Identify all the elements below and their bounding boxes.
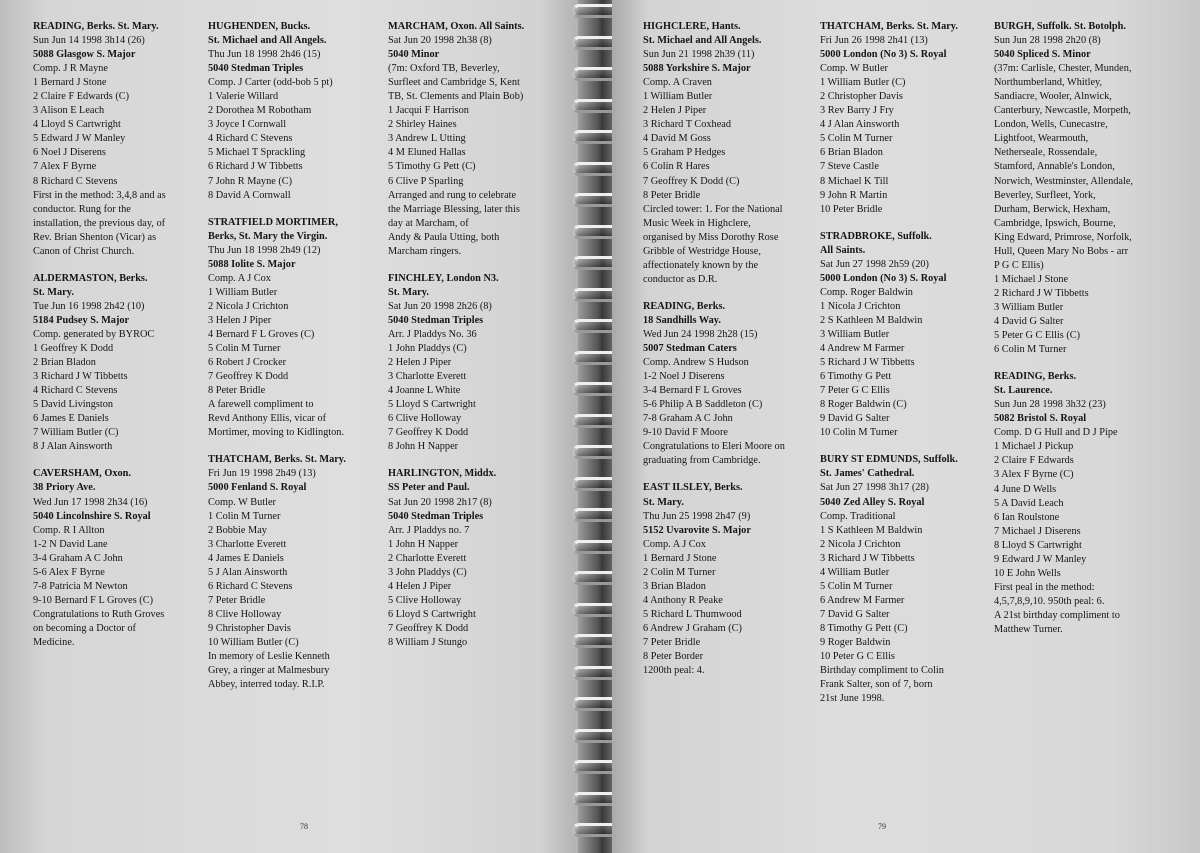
entry-text-line: Surfleet and Cambridge S, Kent <box>388 77 520 89</box>
entry-text-line: day at Marcham, of <box>388 217 469 229</box>
entry-text-line: 2 Christopher Davis <box>820 91 903 103</box>
entry-text-line: 10 Colin M Turner <box>820 427 898 439</box>
entry-text-line: 4 David M Goss <box>643 133 711 145</box>
entry-text-line: Comp. A J Cox <box>208 272 271 284</box>
entry-text-line: installation, the previous day, of <box>33 217 166 229</box>
entry-text-line: Arr. J Pladdys No. 36 <box>388 328 477 340</box>
entry-text-line: Netherseale, Rossendale, <box>994 147 1098 159</box>
entry-text-line: 1 Jacqui F Harrison <box>388 105 469 117</box>
entry-text-line: 6 Lloyd S Cartwright <box>388 608 476 620</box>
entry-text-line: 3 Joyce I Cornwall <box>208 119 287 131</box>
left-page <box>0 0 588 853</box>
entry-text-line: 2 Brian Bladon <box>33 357 96 369</box>
entry-text-line: Music Week in Highclere, <box>643 217 751 229</box>
entry-text-line: 3 Brian Bladon <box>643 580 706 592</box>
entry-text-line: 5 Colin M Turner <box>820 580 893 592</box>
entry-text-line: 7 David G Salter <box>820 608 890 620</box>
entry-heading-line: 5088 Iolite S. Major <box>208 258 296 270</box>
entry-text-line: Arr. J Pladdys no. 7 <box>388 524 470 536</box>
entry-text-line: 1-2 N David Lane <box>33 538 108 550</box>
entry-text-line: 2 Shirley Haines <box>388 119 457 131</box>
entry-text-line: 2 Nicola J Crichton <box>820 538 901 550</box>
entry-text-line: 3 Helen J Piper <box>208 314 272 326</box>
entry-heading-line: St. Laurence. <box>994 385 1053 397</box>
entry-heading-line: St. Mary. <box>388 286 429 298</box>
entry-text-line: 5 Richard L Thumwood <box>643 608 742 620</box>
entry-heading-line: 5088 Yorkshire S. Major <box>643 63 751 75</box>
entry-text-line: 10 Peter G C Ellis <box>820 651 895 663</box>
entry-text-line: 5 Edward J W Manley <box>33 133 126 145</box>
entry-text-line: In memory of Leslie Kenneth <box>208 651 330 663</box>
entry-text-line: 4 Anthony R Peake <box>643 594 723 606</box>
entry-text-line: Circled tower: 1. For the National <box>643 203 783 215</box>
entry-text-line: 8 John H Napper <box>388 441 459 453</box>
entry-text-line: Cambridge, Ipswich, Bourne, <box>994 217 1116 229</box>
entry-heading-line: READING, Berks. St. Mary. <box>33 21 159 32</box>
entry-text-line: 7 Geoffrey K Dodd <box>388 427 469 439</box>
entry-text-line: Comp. R I Allton <box>33 524 105 536</box>
entry-text-line: Sun Jun 28 1998 2h20 (8) <box>994 35 1101 47</box>
entry-heading-line: 5184 Pudsey S. Major <box>33 314 130 326</box>
entry-text-line: 5 Michael T Sprackling <box>208 147 306 159</box>
entry-text-line: conductor. Rung for the <box>33 203 131 215</box>
entry-heading-line: 5040 Minor <box>388 49 440 61</box>
entry-text-line: First peal in the method: <box>994 581 1095 593</box>
entry-heading-line: 5152 Uvarovite S. Major <box>643 524 751 536</box>
entry-text-line: 5 David Livingston <box>33 399 114 411</box>
entry-heading-line: 5007 Stedman Caters <box>643 343 737 355</box>
entry-heading-line: 5040 Spliced S. Minor <box>994 49 1091 61</box>
entry-text-line: 4 J Alan Ainsworth <box>820 119 900 131</box>
entry-text-line: on becoming a Doctor of <box>33 622 136 634</box>
entry-text-line: 3 Richard T Coxhead <box>643 119 731 131</box>
entry-text-line: 2 Richard J W Tibbetts <box>994 287 1089 299</box>
entry-text-line: Marcham ringers. <box>388 245 462 257</box>
entry-heading-line: BURGH, Suffolk. St. Botolph. <box>994 21 1126 32</box>
entry-heading-line: 5040 Stedman Triples <box>388 510 484 522</box>
entry-heading-line: 5088 Glasgow S. Major <box>33 49 136 61</box>
entry-text-line: 1 Michael J Pickup <box>994 441 1074 453</box>
entry-text-line: 2 Colin M Turner <box>643 566 716 578</box>
entry-text-line: 5-6 Philip A B Saddleton (C) <box>643 399 763 411</box>
entry-heading-line: MARCHAM, Oxon. All Saints. <box>388 21 525 32</box>
entry-text-line: 3 Alison E Leach <box>33 105 105 117</box>
entry-text-line: 7 Alex F Byrne <box>33 161 97 173</box>
entry-text-line: 7 Geoffrey K Dodd <box>208 371 289 383</box>
entry-text-line: Rev. Brian Shenton (Vicar) as <box>33 231 157 243</box>
entry-text-line: 10 Peter Bridle <box>820 203 883 215</box>
peal-entry <box>820 20 998 217</box>
entry-text-line: 4 James E Daniels <box>208 552 284 564</box>
entry-text-line: 6 Brian Bladon <box>820 147 883 159</box>
entry-text-line: 5 Colin M Turner <box>820 133 893 145</box>
entry-text-line: 2 Nicola J Crichton <box>208 300 289 312</box>
entry-heading-line: Berks, St. Mary the Virgin. <box>208 230 328 242</box>
entry-heading-line: BURY ST EDMUNDS, Suffolk. <box>820 454 958 466</box>
entry-heading-line: EAST ILSLEY, Berks. <box>643 482 743 494</box>
entry-text-line: Comp. J R Mayne <box>33 63 108 75</box>
entry-text-line: Comp. W Butler <box>208 496 276 508</box>
peal-entry <box>643 20 825 287</box>
entry-text-line: 8 David A Cornwall <box>208 189 291 201</box>
peal-entry <box>33 272 208 455</box>
peal-entry <box>208 453 383 692</box>
entry-text-line: Gribble of Westridge House, <box>643 245 761 257</box>
entry-text-line: 5-6 Alex F Byrne <box>33 566 105 578</box>
entry-text-line: 9 John R Martin <box>820 189 888 201</box>
entry-text-line: 6 Colin R Hares <box>643 161 710 173</box>
entry-text-line: 8 Richard C Stevens <box>33 175 118 187</box>
entry-text-line: Wed Jun 17 1998 2h34 (16) <box>33 496 148 508</box>
column-5 <box>820 20 998 719</box>
entry-text-line: 7 Peter Bridle <box>643 636 701 648</box>
page-number-right: 79 <box>878 822 886 831</box>
entry-text-line: Norwich, Westminster, Allendale, <box>994 175 1133 187</box>
peal-entry <box>388 20 568 259</box>
entry-text-line: 1 John Pladdys (C) <box>388 343 467 355</box>
column-2 <box>208 20 383 705</box>
peal-entry <box>643 300 825 469</box>
entry-text-line: Comp. Roger Baldwin <box>820 286 913 298</box>
entry-text-line: 4 Lloyd S Cartwright <box>33 119 121 131</box>
entry-heading-line: St. Mary. <box>643 496 684 508</box>
entry-text-line: 1 Bernard J Stone <box>33 77 107 89</box>
entry-text-line: A farewell compliment to <box>208 399 314 411</box>
entry-text-line: Sat Jun 27 1998 3h17 (28) <box>820 482 929 494</box>
entry-text-line: 1 Nicola J Crichton <box>820 300 901 312</box>
entry-text-line: 9-10 Bernard F L Groves (C) <box>33 594 154 606</box>
entry-text-line: 7 Peter G C Ellis <box>820 385 890 397</box>
column-3 <box>388 20 568 663</box>
entry-heading-line: FINCHLEY, London N3. <box>388 272 499 284</box>
entry-text-line: 4 Andrew M Farmer <box>820 343 905 355</box>
entry-text-line: Thu Jun 18 1998 2h49 (12) <box>208 244 321 256</box>
entry-text-line: Comp. Andrew S Hudson <box>643 357 749 369</box>
entry-text-line: 6 Richard J W Tibbetts <box>208 161 303 173</box>
entry-text-line: Matthew Turner. <box>994 623 1063 635</box>
entry-text-line: 3-4 Bernard F L Groves <box>643 385 742 397</box>
entry-heading-line: St. James' Cathedral. <box>820 468 915 480</box>
entry-text-line: 1 Geoffrey K Dodd <box>33 343 114 355</box>
entry-heading-line: 38 Priory Ave. <box>33 482 96 494</box>
entry-text-line: Beverley, Surfleet, York, <box>994 189 1096 201</box>
entry-text-line: Thu Jun 18 1998 2h46 (15) <box>208 49 321 61</box>
entry-text-line: Wed Jun 24 1998 2h28 (15) <box>643 328 758 340</box>
entry-text-line: Northumberland, Whitley, <box>994 77 1103 89</box>
entry-text-line: 5 Lloyd S Cartwright <box>388 399 476 411</box>
entry-text-line: 1200th peal: 4. <box>643 665 705 677</box>
entry-text-line: 3 William Butler <box>994 301 1064 313</box>
entry-text-line: 8 William J Stungo <box>388 636 468 648</box>
entry-text-line: Comp. W Butler <box>820 63 888 75</box>
entry-heading-line: READING, Berks. <box>994 371 1077 383</box>
entry-text-line: 3 John Pladdys (C) <box>388 566 467 578</box>
entry-text-line: 6 Andrew M Farmer <box>820 594 905 606</box>
entry-text-line: 3 Rev Barry J Fry <box>820 105 894 117</box>
peal-entry <box>33 20 208 259</box>
entry-text-line: 3 Richard J W Tibbetts <box>33 371 128 383</box>
entry-heading-line: St. Michael and All Angels. <box>208 35 327 47</box>
peal-entry <box>820 230 998 441</box>
entry-text-line: 3 Richard J W Tibbetts <box>820 552 915 564</box>
entry-heading-line: SS Peter and Paul. <box>388 482 470 494</box>
entry-text-line: Sun Jun 28 1998 3h32 (23) <box>994 399 1106 411</box>
peal-entry <box>643 481 825 678</box>
column-1 <box>33 20 208 663</box>
entry-text-line: 7-8 Graham A C John <box>643 413 733 425</box>
entry-text-line: Mortimer, moving to Kidlington. <box>208 427 345 439</box>
entry-text-line: 3-4 Graham A C John <box>33 552 123 564</box>
entry-text-line: 8 Peter Bridle <box>643 189 701 201</box>
entry-heading-line: READING, Berks. <box>643 300 726 312</box>
entry-heading-line: STRATFIELD MORTIMER, <box>208 216 338 228</box>
entry-text-line: Comp. generated by BYROC <box>33 328 155 340</box>
entry-text-line: Birthday compliment to Colin <box>820 665 944 677</box>
entry-heading-line: HARLINGTON, Middx. <box>388 468 497 480</box>
entry-text-line: 8 Clive Holloway <box>208 608 282 620</box>
entry-heading-line: St. Michael and All Angels. <box>643 35 762 47</box>
entry-text-line: 7 Michael J Diserens <box>994 525 1081 537</box>
entry-text-line: (37m: Carlisle, Chester, Munden, <box>994 63 1132 75</box>
entry-text-line: Arranged and rung to celebrate <box>388 189 517 201</box>
entry-text-line: 2 Claire F Edwards <box>994 455 1074 467</box>
entry-heading-line: 5000 London (No 3) S. Royal <box>820 272 947 284</box>
entry-text-line: Frank Salter, son of 7, born <box>820 679 933 691</box>
entry-text-line: First in the method: 3,4,8 and as <box>33 189 166 201</box>
entry-text-line: 4 Helen J Piper <box>388 580 452 592</box>
entry-text-line: King Edward, Primrose, Norfolk, <box>994 231 1132 243</box>
entry-text-line: Comp. A Craven <box>643 77 712 89</box>
entry-text-line: 7 Geoffrey K Dodd (C) <box>643 175 740 187</box>
entry-heading-line: 5040 Lincolnshire S. Royal <box>33 510 151 522</box>
entry-text-line: 7 Geoffrey K Dodd <box>388 622 469 634</box>
entry-text-line: 5 Colin M Turner <box>208 343 281 355</box>
column-6 <box>994 20 1180 650</box>
entry-text-line: Canterbury, Newcastle, Morpeth, <box>994 105 1131 117</box>
entry-text-line: Comp. Traditional <box>820 510 896 522</box>
entry-text-line: Congratulations to Ruth Groves <box>33 608 165 620</box>
entry-heading-line: HUGHENDEN, Bucks. <box>208 21 311 32</box>
entry-text-line: 2 Bobbie May <box>208 524 267 536</box>
entry-text-line: 1 William Butler (C) <box>820 77 906 89</box>
entry-text-line: Sat Jun 20 1998 2h26 (8) <box>388 300 492 312</box>
entry-text-line: 1 William Butler <box>208 286 278 298</box>
entry-text-line: A 21st birthday compliment to <box>994 609 1120 621</box>
entry-heading-line: All Saints. <box>820 244 866 256</box>
entry-text-line: 6 Richard C Stevens <box>208 580 293 592</box>
entry-text-line: 6 Noel J Diserens <box>33 147 106 159</box>
entry-text-line: Tue Jun 16 1998 2h42 (10) <box>33 300 145 312</box>
entry-text-line: 9 Christopher Davis <box>208 622 291 634</box>
entry-text-line: Stamford, Annable's London, <box>994 161 1115 173</box>
entry-text-line: 4 Joanne L White <box>388 385 461 397</box>
peal-entry <box>388 272 568 455</box>
entry-text-line: Fri Jun 19 1998 2h49 (13) <box>208 468 316 480</box>
entry-text-line: 1 William Butler <box>643 91 713 103</box>
column-4 <box>643 20 825 691</box>
entry-heading-line: CAVERSHAM, Oxon. <box>33 468 131 480</box>
entry-text-line: 5 Richard J W Tibbetts <box>820 357 915 369</box>
entry-text-line: 8 Lloyd S Cartwright <box>994 539 1082 551</box>
entry-text-line: 10 E John Wells <box>994 567 1061 579</box>
entry-text-line: 2 Helen J Piper <box>388 357 452 369</box>
peal-entry <box>388 467 568 650</box>
entry-text-line: 4 M Eluned Hallas <box>388 147 466 159</box>
entry-text-line: organised by Miss Dorothy Rose <box>643 231 779 243</box>
entry-text-line: 4 June D Wells <box>994 483 1057 495</box>
entry-text-line: 4 Richard C Stevens <box>208 133 293 145</box>
entry-text-line: TB, St. Clements and Plain Bob) <box>388 91 524 103</box>
entry-text-line: conductor as D.R. <box>643 273 718 285</box>
entry-text-line: Comp. A J Cox <box>643 538 706 550</box>
entry-text-line: graduating from Cambridge. <box>643 455 761 467</box>
entry-text-line: 7 William Butler (C) <box>33 427 119 439</box>
entry-heading-line: THATCHAM, Berks. St. Mary. <box>820 21 958 32</box>
entry-text-line: Abbey, interred today. R.I.P. <box>208 679 325 691</box>
entry-text-line: 1 Valerie Willard <box>208 91 279 103</box>
entry-text-line: 3 William Butler <box>820 328 890 340</box>
entry-text-line: 7 Peter Bridle <box>208 594 266 606</box>
entry-text-line: 1 S Kathleen M Baldwin <box>820 524 923 536</box>
entry-text-line: 8 Peter Border <box>643 651 704 663</box>
entry-text-line: Revd Anthony Ellis, vicar of <box>208 413 327 425</box>
entry-heading-line: 5000 London (No 3) S. Royal <box>820 49 947 61</box>
entry-text-line: 2 S Kathleen M Baldwin <box>820 314 923 326</box>
entry-text-line: 3 Alex F Byrne (C) <box>994 469 1074 481</box>
entry-heading-line: St. Mary. <box>33 286 74 298</box>
page-number-left: 78 <box>300 822 308 831</box>
entry-text-line: 5 Timothy G Pett (C) <box>388 161 476 173</box>
entry-text-line: 8 Michael K Till <box>820 175 889 187</box>
entry-text-line: 2 Helen J Piper <box>643 105 707 117</box>
entry-heading-line: 5040 Stedman Triples <box>208 63 304 75</box>
entry-text-line: affectionately known by the <box>643 259 759 271</box>
entry-heading-line: 18 Sandhills Way. <box>643 314 721 326</box>
entry-text-line: Congratulations to Eleri Moore on <box>643 441 785 453</box>
entry-text-line: 1 Colin M Turner <box>208 510 281 522</box>
entry-text-line: 4 Richard C Stevens <box>33 385 118 397</box>
entry-text-line: 10 William Butler (C) <box>208 636 299 648</box>
entry-text-line: 3 Charlotte Everett <box>208 538 287 550</box>
entry-text-line: 1 Michael J Stone <box>994 273 1069 285</box>
entry-text-line: 6 James E Daniels <box>33 413 109 425</box>
entry-text-line: 5 Clive Holloway <box>388 594 462 606</box>
entry-text-line: the Marriage Blessing, later this <box>388 203 520 215</box>
entry-text-line: Comp. J Carter (odd-bob 5 pt) <box>208 77 333 89</box>
entry-text-line: Sat Jun 20 1998 2h17 (8) <box>388 496 492 508</box>
entry-text-line: 21st June 1998. <box>820 693 885 705</box>
entry-text-line: 6 Andrew J Graham (C) <box>643 622 742 634</box>
entry-text-line: Medicine. <box>33 636 75 648</box>
entry-text-line: 6 Clive P Sparling <box>388 175 464 187</box>
entry-heading-line: STRADBROKE, Suffolk. <box>820 230 932 242</box>
entry-heading-line: ALDERMASTON, Berks. <box>33 272 148 284</box>
entry-text-line: 9 Edward J W Manley <box>994 553 1087 565</box>
entry-text-line: 9 David G Salter <box>820 413 890 425</box>
entry-text-line: 1 John H Napper <box>388 538 459 550</box>
entry-text-line: Thu Jun 25 1998 2h47 (9) <box>643 510 751 522</box>
entry-text-line: 2 Charlotte Everett <box>388 552 467 564</box>
entry-text-line: Lightfoot, Wearmouth, <box>994 133 1089 145</box>
entry-text-line: Sandiacre, Wooler, Alnwick, <box>994 91 1112 103</box>
peal-entry <box>208 20 383 203</box>
peal-entry <box>820 453 998 706</box>
entry-heading-line: THATCHAM, Berks. St. Mary. <box>208 454 346 466</box>
entry-text-line: 2 Claire F Edwards (C) <box>33 91 130 103</box>
entry-text-line: (7m: Oxford TB, Beverley, <box>388 63 500 75</box>
entry-text-line: 8 Timothy G Pett (C) <box>820 622 908 634</box>
entry-text-line: 9 Roger Baldwin <box>820 636 891 648</box>
entry-text-line: 4 Bernard F L Groves (C) <box>208 328 315 340</box>
entry-text-line: 3 Andrew L Utting <box>388 133 466 145</box>
entry-text-line: 3 Charlotte Everett <box>388 371 467 383</box>
entry-text-line: Canon of Christ Church. <box>33 245 135 257</box>
entry-text-line: 5 A David Leach <box>994 497 1064 509</box>
entry-text-line: Hull, Queen Mary No Bobs - arr <box>994 245 1129 257</box>
peal-entry <box>33 467 208 650</box>
entry-text-line: Comp. D G Hull and D J Pipe <box>994 427 1118 439</box>
entry-text-line: Sun Jun 14 1998 3h14 (26) <box>33 35 145 47</box>
entry-heading-line: 5000 Fenland S. Royal <box>208 482 307 494</box>
entry-text-line: 4 William Butler <box>820 566 890 578</box>
entry-text-line: 5 Peter G C Ellis (C) <box>994 330 1081 342</box>
entry-text-line: 1 Bernard J Stone <box>643 552 717 564</box>
entry-heading-line: 5040 Zed Alley S. Royal <box>820 496 925 508</box>
entry-text-line: 6 Robert J Crocker <box>208 357 287 369</box>
entry-text-line: 7 John R Mayne (C) <box>208 175 293 187</box>
entry-text-line: 6 Timothy G Pett <box>820 371 892 383</box>
entry-text-line: Grey, a ringer at Malmesbury <box>208 665 330 677</box>
entry-heading-line: 5040 Stedman Triples <box>388 314 484 326</box>
entry-text-line: Andy & Paula Utting, both <box>388 231 500 243</box>
peal-entry <box>994 20 1180 357</box>
entry-text-line: Durham, Berwick, Hexham, <box>994 203 1111 215</box>
peal-entry <box>208 216 383 441</box>
entry-text-line: 6 Clive Holloway <box>388 413 462 425</box>
entry-text-line: Sun Jun 21 1998 2h39 (11) <box>643 49 755 61</box>
entry-text-line: Sat Jun 20 1998 2h38 (8) <box>388 35 492 47</box>
right-page <box>612 0 1200 853</box>
entry-text-line: London, Wells, Cunecastre, <box>994 119 1108 131</box>
entry-text-line: 7-8 Patricia M Newton <box>33 580 128 592</box>
entry-text-line: 6 Colin M Turner <box>994 344 1067 356</box>
entry-text-line: 1-2 Noel J Diserens <box>643 371 725 383</box>
entry-text-line: 8 Roger Baldwin (C) <box>820 399 907 411</box>
entry-text-line: P G C Ellis) <box>994 259 1044 271</box>
peal-entry <box>994 370 1180 637</box>
entry-text-line: 4 David G Salter <box>994 315 1064 327</box>
entry-text-line: 9-10 David F Moore <box>643 427 728 439</box>
entry-text-line: Fri Jun 26 1998 2h41 (13) <box>820 35 928 47</box>
entry-text-line: 8 Peter Bridle <box>208 385 266 397</box>
entry-text-line: 7 Steve Castle <box>820 161 879 173</box>
entry-heading-line: HIGHCLERE, Hants. <box>643 21 741 32</box>
entry-text-line: 8 J Alan Ainsworth <box>33 441 113 453</box>
entry-text-line: 5 Graham P Hedges <box>643 147 726 159</box>
entry-text-line: 4,5,7,8,9,10. 950th peal: 6. <box>994 595 1105 607</box>
entry-text-line: 5 J Alan Ainsworth <box>208 566 288 578</box>
entry-text-line: Sat Jun 27 1998 2h59 (20) <box>820 258 929 270</box>
entry-heading-line: 5082 Bristol S. Royal <box>994 413 1087 425</box>
entry-text-line: 2 Dorothea M Robotham <box>208 105 312 117</box>
entry-text-line: 6 Ian Roulstone <box>994 511 1060 523</box>
